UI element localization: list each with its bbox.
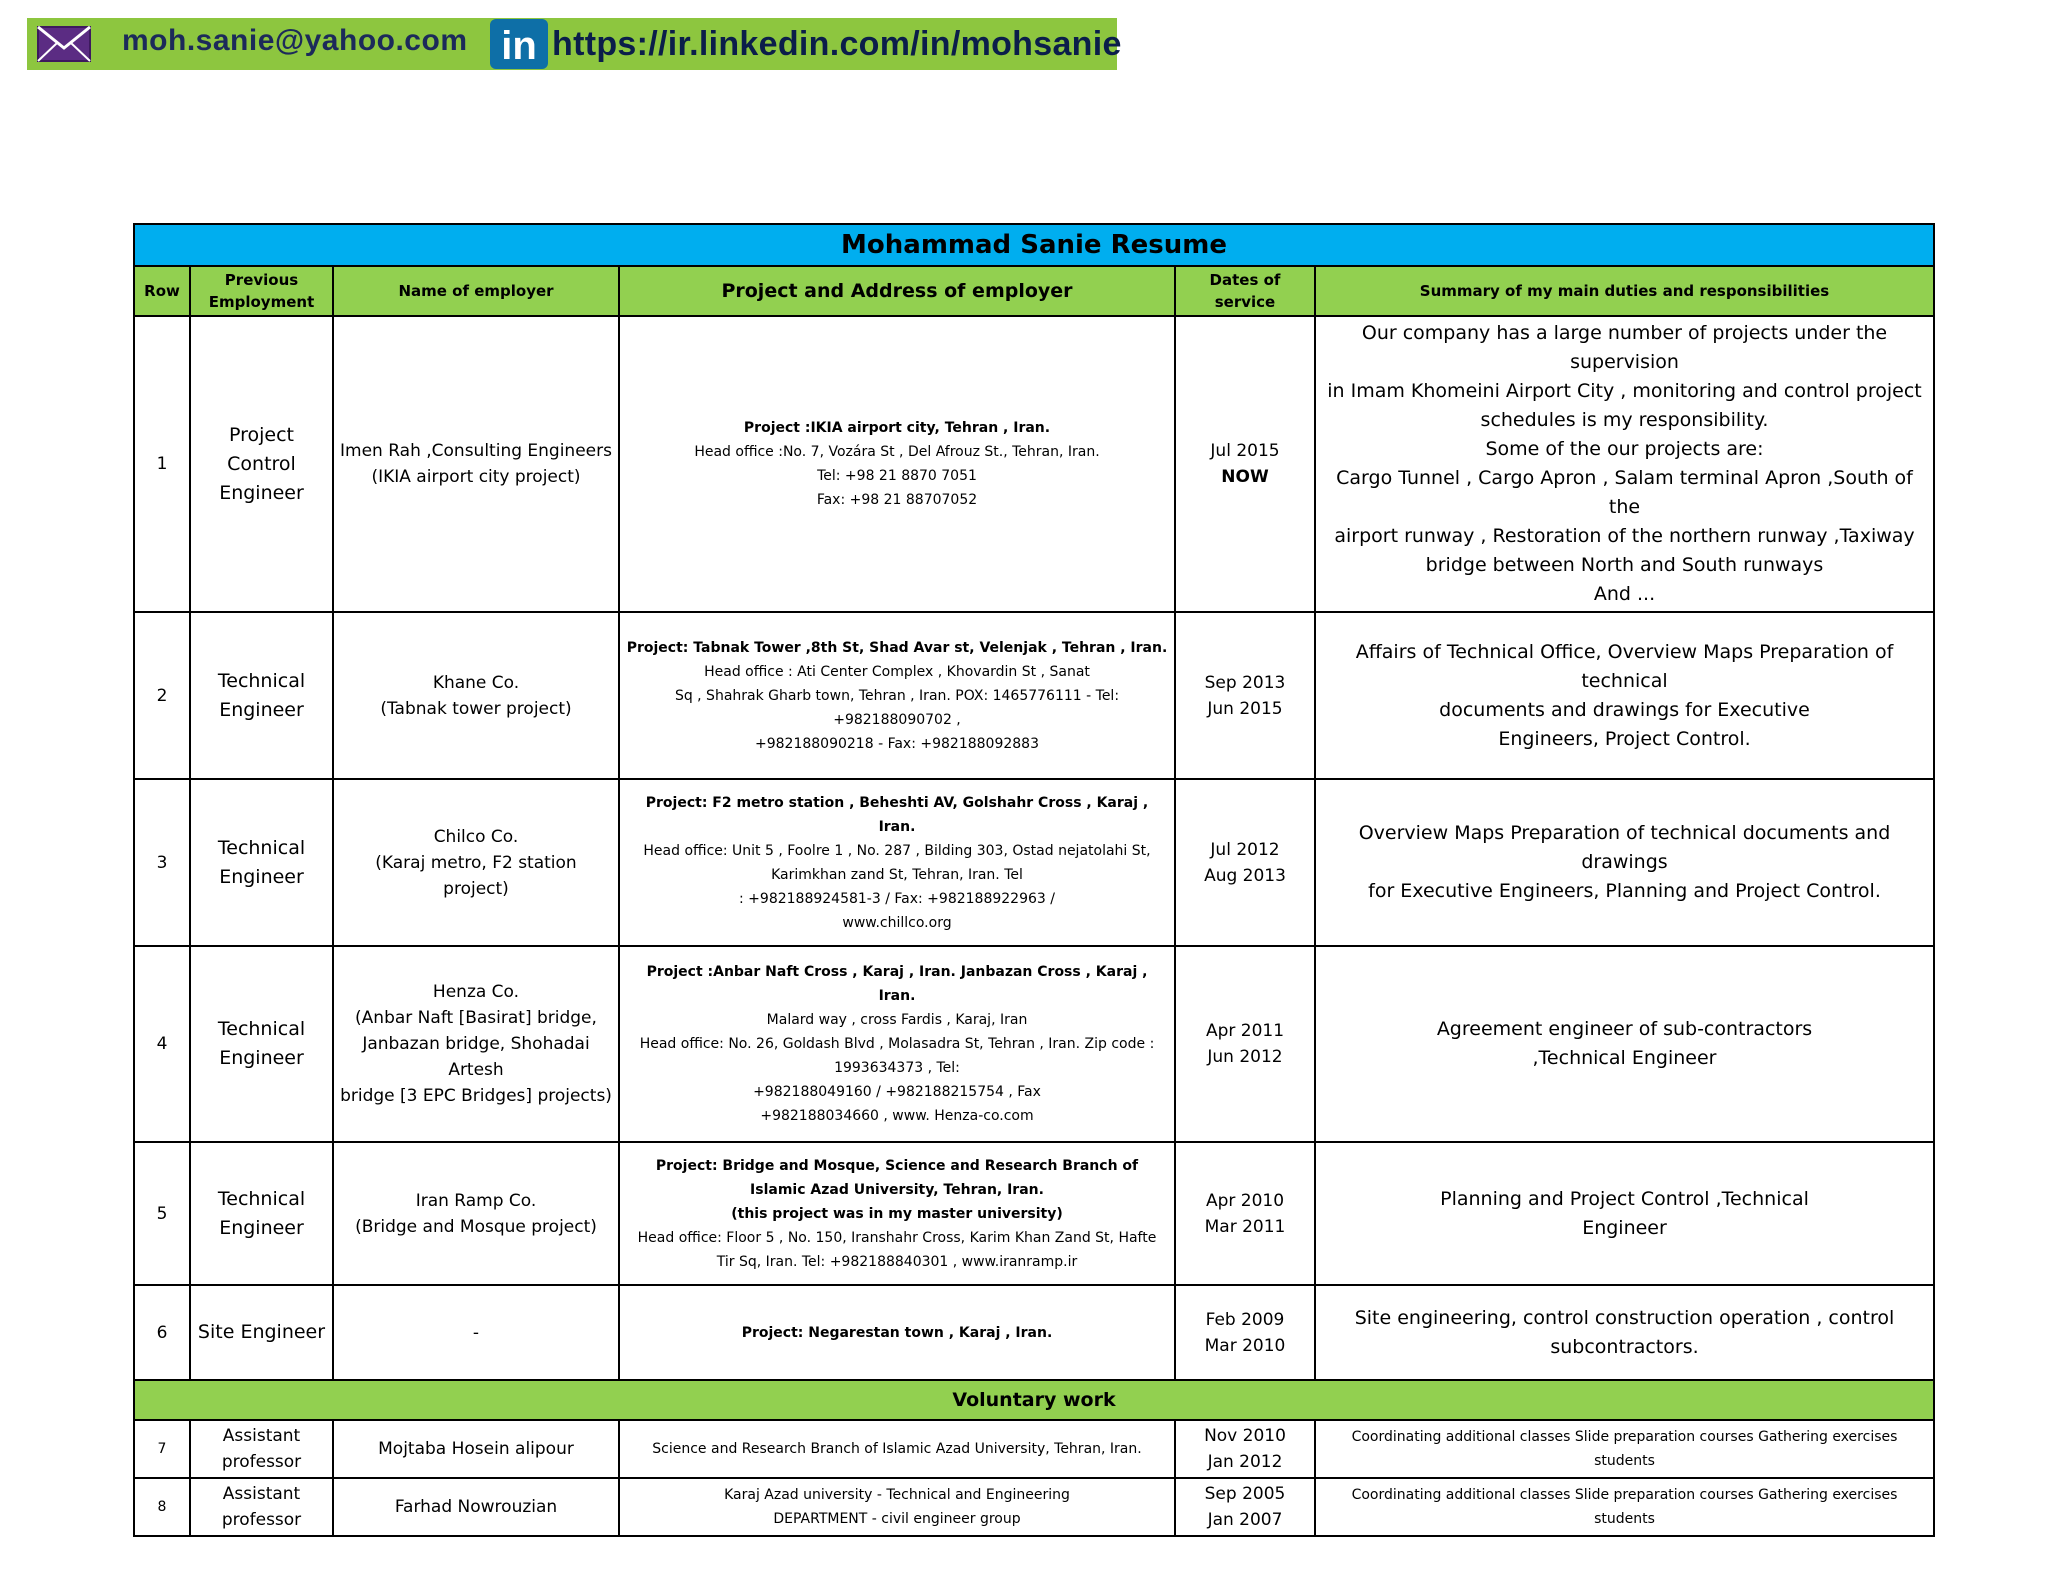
project-address: Project :Anbar Naft Cross , Karaj , Iran. Janbazan Cross , Karaj , Iran. Malard way , cross Fardis , Karaj, Iran Head office: No. 26, Goldash Blvd , Molasadra St, Tehran , Iran. Zip code : 1993634373 , Tel: +982188049160 / +982188215754 , Fax +982188034660 , www. Henza-co.com	[619, 946, 1175, 1142]
job-title: Technical Engineer	[190, 612, 333, 779]
service-dates: Sep 2005 Jan 2007	[1175, 1478, 1315, 1536]
resume-title: Mohammad Sanie Resume	[134, 224, 1934, 266]
table-row	[134, 1142, 1934, 1285]
employer-name: Henza Co. (Anbar Naft [Basirat] bridge, Janbazan bridge, Shohadai Artesh bridge [3 EPC Bridges] projects)	[333, 946, 619, 1142]
service-dates: Jul 2012 Aug 2013	[1175, 779, 1315, 946]
row-number: 2	[134, 612, 190, 779]
project-address: Project :IKIA airport city, Tehran , Iran. Head office :No. 7, Vozára St , Del Afrouz St., Tehran, Iran. Tel: +98 21 8870 7051 Fax: +98 21 88707052	[619, 316, 1175, 612]
voluntary-work-heading: Voluntary work	[134, 1380, 1934, 1420]
employer-name: Mojtaba Hosein alipour	[333, 1420, 619, 1478]
header-summary: Summary of my main duties and responsibilities	[1315, 266, 1934, 316]
table-row	[134, 1285, 1934, 1380]
job-title: Assistant professor	[190, 1420, 333, 1478]
employer-name: Khane Co. (Tabnak tower project)	[333, 612, 619, 779]
project-address: Karaj Azad university - Technical and Engineering DEPARTMENT - civil engineer group	[619, 1478, 1175, 1536]
service-dates: Apr 2011 Jun 2012	[1175, 946, 1315, 1142]
table-row	[134, 779, 1934, 946]
job-title: Technical Engineer	[190, 1142, 333, 1285]
project-address: Science and Research Branch of Islamic Azad University, Tehran, Iran.	[619, 1420, 1175, 1478]
duties-summary: Overview Maps Preparation of technical documents and drawings for Executive Engineers, Planning and Project Control.	[1315, 779, 1934, 946]
duties-summary: Planning and Project Control ,Technical Engineer	[1315, 1142, 1934, 1285]
linkedin-icon: in	[490, 19, 548, 69]
resume-table	[133, 223, 1935, 1537]
project-address: Project: Bridge and Mosque, Science and Research Branch of Islamic Azad University, Tehran, Iran. (this project was in my master university) Head office: Floor 5 , No. 150, Iranshahr Cross, Karim Khan Zand St, Hafte Tir Sq, Iran. Tel: +982188840301 , www.iranramp.ir	[619, 1142, 1175, 1285]
duties-summary: Coordinating additional classes Slide preparation courses Gathering exercises students	[1315, 1478, 1934, 1536]
table-row	[134, 316, 1934, 612]
service-dates: Sep 2013 Jun 2015	[1175, 612, 1315, 779]
header-row	[134, 266, 1934, 316]
header-row-number: Row	[134, 266, 190, 316]
project-address: Project: Tabnak Tower ,8th St, Shad Avar st, Velenjak , Tehran , Iran. Head office : Ati Center Complex , Khovardin St , Sanat Sq , Shahrak Gharb town, Tehran , Iran. POX: 1465776111 - Tel: +982188090702 , +982188090218 - Fax: +982188092883	[619, 612, 1175, 779]
envelope-icon	[37, 26, 91, 62]
project-address: Project: Negarestan town , Karaj , Iran.	[619, 1285, 1175, 1380]
job-title: Project Control Engineer	[190, 316, 333, 612]
email-link[interactable]: moh.sanie@yahoo.com	[122, 24, 468, 57]
row-number: 4	[134, 946, 190, 1142]
employer-name: -	[333, 1285, 619, 1380]
duties-summary: Site engineering, control construction operation , control subcontractors.	[1315, 1285, 1934, 1380]
duties-summary: Affairs of Technical Office, Overview Maps Preparation of technical documents and drawings for Executive Engineers, Project Control.	[1315, 612, 1934, 779]
employer-name: Chilco Co. (Karaj metro, F2 station project)	[333, 779, 619, 946]
service-dates: Nov 2010 Jan 2012	[1175, 1420, 1315, 1478]
header-dates: Dates of service	[1175, 266, 1315, 316]
row-number: 6	[134, 1285, 190, 1380]
row-number: 5	[134, 1142, 190, 1285]
employer-name: Imen Rah ,Consulting Engineers (IKIA airport city project)	[333, 316, 619, 612]
duties-summary: Coordinating additional classes Slide preparation courses Gathering exercises students	[1315, 1420, 1934, 1478]
job-title: Technical Engineer	[190, 779, 333, 946]
table-row	[134, 1478, 1934, 1536]
service-dates: Apr 2010 Mar 2011	[1175, 1142, 1315, 1285]
service-dates: Jul 2015 NOW	[1175, 316, 1315, 612]
table-row	[134, 612, 1934, 779]
contact-banner	[27, 18, 1122, 70]
linkedin-link[interactable]: https://ir.linkedin.com/in/mohsanie	[552, 25, 1122, 63]
table-row	[134, 1420, 1934, 1478]
employer-name: Farhad Nowrouzian	[333, 1478, 619, 1536]
row-number: 7	[134, 1420, 190, 1478]
row-number: 1	[134, 316, 190, 612]
header-employer: Name of employer	[333, 266, 619, 316]
header-project: Project and Address of employer	[619, 266, 1175, 316]
row-number: 8	[134, 1478, 190, 1536]
job-title: Site Engineer	[190, 1285, 333, 1380]
project-address: Project: F2 metro station , Beheshti AV, Golshahr Cross , Karaj , Iran. Head office: Unit 5 , Foolre 1 , No. 287 , Bilding 303, Ostad nejatolahi St, Karimkhan zand St, Tehran, Iran. Tel : +982188924581-3 / Fax: +982188922963 / www.chillco.org	[619, 779, 1175, 946]
job-title: Technical Engineer	[190, 946, 333, 1142]
table-row	[134, 946, 1934, 1142]
row-number: 3	[134, 779, 190, 946]
job-title: Assistant professor	[190, 1478, 333, 1536]
header-previous-employment: Previous Employment	[190, 266, 333, 316]
employer-name: Iran Ramp Co. (Bridge and Mosque project)	[333, 1142, 619, 1285]
service-dates: Feb 2009 Mar 2010	[1175, 1285, 1315, 1380]
duties-summary: Agreement engineer of sub-contractors ,Technical Engineer	[1315, 946, 1934, 1142]
duties-summary: Our company has a large number of projects under the supervision in Imam Khomeini Airport City , monitoring and control project schedules is my responsibility. Some of the our projects are: Cargo Tunnel , Cargo Apron , Salam terminal Apron ,South of the airport runway , Restoration of the northern runway ,Taxiway bridge between North and South runways And ...	[1315, 316, 1934, 612]
